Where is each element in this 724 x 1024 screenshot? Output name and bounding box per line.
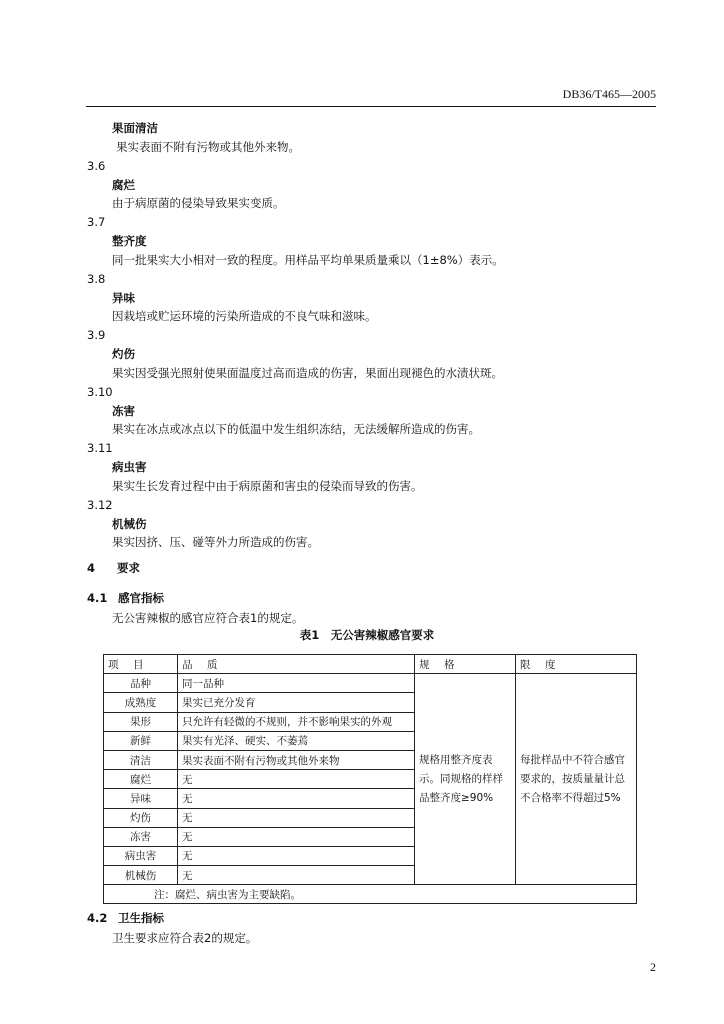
- subsection-title: 感官指标: [118, 591, 164, 605]
- document-code: DB36/T465—2005: [562, 87, 656, 101]
- term-title: 病虫害: [112, 460, 147, 474]
- term-entry: [87, 383, 647, 440]
- term-definition: 果实因受强光照射使果面温度过高而造成的伤害，果面出现褪色的水渍状斑。: [112, 365, 503, 380]
- cell-item: 异味: [104, 789, 178, 808]
- cell-item: 果形: [104, 712, 178, 731]
- section-title: 要求: [117, 561, 140, 575]
- table-caption: 表1 无公害辣椒感官要求: [299, 628, 435, 642]
- term-entry: [87, 157, 647, 214]
- term-number: 3.7: [87, 215, 106, 229]
- term-entry: [87, 213, 647, 270]
- cell-item: 清洁: [104, 750, 178, 769]
- header-limit: 限 度: [516, 655, 637, 674]
- header-rule: [86, 106, 656, 107]
- subsection-heading: [87, 588, 647, 609]
- cell-item: 品种: [104, 674, 178, 693]
- section-4-2: [87, 908, 647, 948]
- cell-item: 腐烂: [104, 770, 178, 789]
- term-entry: [87, 326, 647, 383]
- term-entry: [87, 439, 647, 496]
- cell-quality: 只允许有轻微的不规则，并不影响果实的外观: [178, 712, 415, 731]
- subsection-number: 4.2: [87, 911, 108, 925]
- cell-item: 冻害: [104, 827, 178, 846]
- term-title: 整齐度: [112, 234, 147, 248]
- term-definition: 果实因挤、压、碰等外力所造成的伤害。: [112, 535, 319, 549]
- cell-item: 成熟度: [104, 693, 178, 712]
- table-header-row: [104, 655, 637, 674]
- term-definition: 同一批果实大小相对一致的程度。用样品平均单果质量乘以（1±8%）表示。: [112, 252, 504, 267]
- cell-quality: 果实已充分发育: [178, 693, 415, 712]
- term-definition: 果实生长发育过程中由于病原菌和害虫的侵染而导致的伤害。: [112, 478, 423, 493]
- cell-quality: 无: [178, 808, 415, 827]
- section-number: 4: [87, 561, 96, 575]
- cell-quality: 果实表面不附有污物或其他外来物: [178, 750, 415, 769]
- term-title: 腐烂: [112, 177, 135, 192]
- term-title: 冻害: [112, 403, 135, 418]
- cell-quality: 无: [178, 866, 415, 885]
- term-number: 3.10: [87, 384, 113, 399]
- cell-item: 机械伤: [104, 866, 178, 885]
- cell-limit: 每批样品中不符合感官要求的，按质量量计总不合格率不得超过5%: [516, 674, 637, 885]
- page-number: 2: [650, 960, 656, 974]
- term-definition: 由于病原菌的侵染导致果实变质。: [112, 196, 285, 210]
- term-number: 3.8: [87, 271, 106, 286]
- cell-quality: 无: [178, 770, 415, 789]
- term-definition: 果实在冰点或冰点以下的低温中发生组织冻结，无法缓解所造成的伤害。: [112, 422, 480, 436]
- term-title: 异味: [112, 290, 135, 305]
- subsection-title: 卫生指标: [118, 911, 164, 925]
- table-note-row: [104, 885, 637, 904]
- header-item: 项 目: [104, 655, 178, 674]
- cell-quality: 果实有光泽、硬实、不萎蔫: [178, 731, 415, 750]
- header-quality: 品 质: [178, 655, 415, 674]
- term-entry: [87, 270, 647, 327]
- cell-item: 新鲜: [104, 731, 178, 750]
- cell-item: 病虫害: [104, 846, 178, 865]
- cell-quality: 无: [178, 827, 415, 846]
- paragraph: 无公害辣椒的感官应符合表1的规定。: [112, 611, 304, 625]
- term-definition: 果实表面不附有污物或其他外来物。: [116, 139, 300, 154]
- cell-quality: 同一品种: [178, 674, 415, 693]
- term-number: 3.6: [87, 158, 106, 173]
- table-note: 注：腐烂、病虫害为主要缺陷。: [104, 885, 637, 904]
- section-heading: [87, 556, 647, 580]
- term-title: 机械伤: [112, 516, 147, 531]
- term-number: 3.9: [87, 328, 106, 342]
- term-title: 灼伤: [112, 347, 135, 361]
- document-body: [87, 119, 647, 643]
- header-spec: 规 格: [415, 655, 516, 674]
- term-number: 3.12: [87, 497, 113, 512]
- term-entry: [87, 496, 647, 553]
- paragraph: 卫生要求应符合表2的规定。: [112, 931, 258, 945]
- subsection-number: 4.1: [87, 591, 108, 605]
- subsection-heading: [87, 908, 647, 929]
- table-row: [104, 674, 637, 693]
- cell-quality: 无: [178, 789, 415, 808]
- cell-spec: 规格用整齐度表示。同规格的样样品整齐度≥90%: [415, 674, 516, 885]
- sensory-requirements-table: [103, 654, 637, 904]
- term-title: 果面清洁: [112, 121, 158, 135]
- cell-item: 灼伤: [104, 808, 178, 827]
- term-number: 3.11: [87, 441, 113, 455]
- cell-quality: 无: [178, 846, 415, 865]
- term-definition: 因栽培或贮运环境的污染所造成的不良气味和滋味。: [112, 309, 377, 323]
